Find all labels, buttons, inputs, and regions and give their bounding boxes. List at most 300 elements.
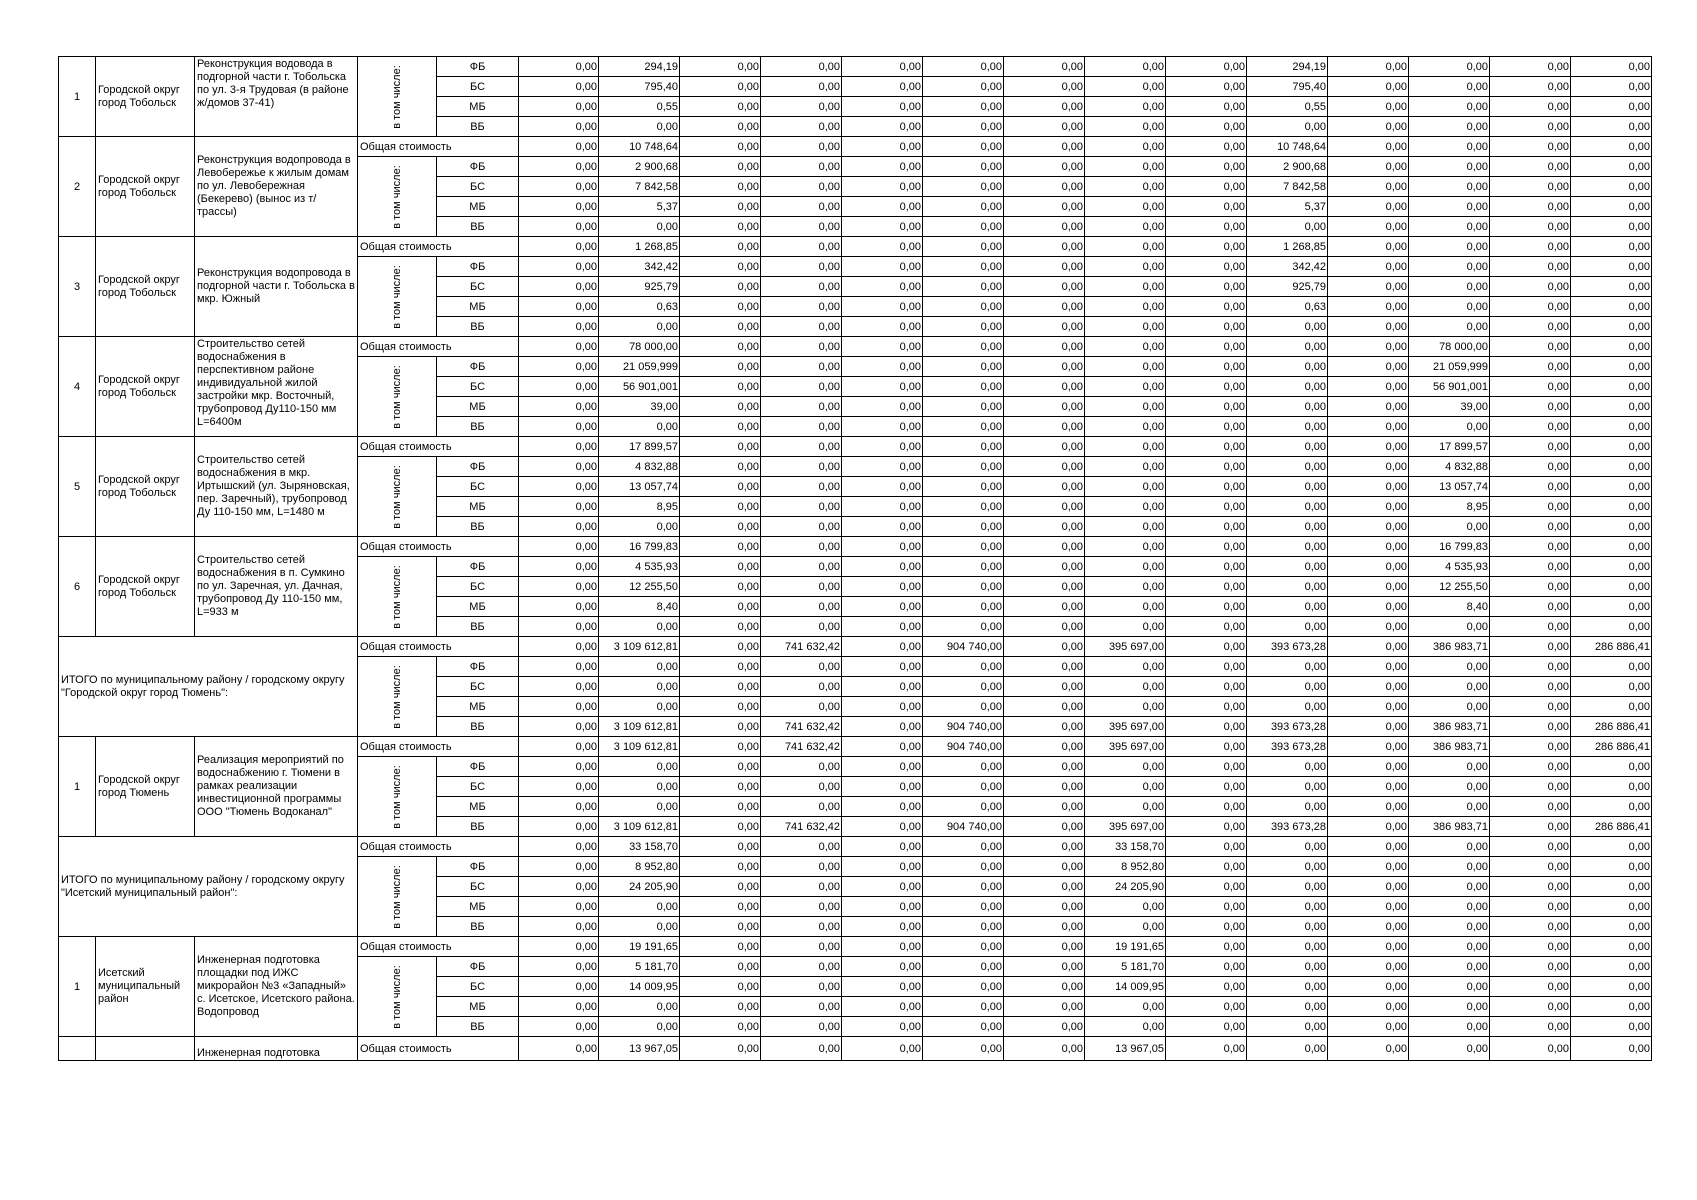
value-cell: 0,00: [1571, 57, 1652, 77]
value-cell: 8,95: [599, 497, 680, 517]
value-cell: 395 697,00: [1085, 737, 1166, 757]
value-cell: 0,00: [842, 637, 923, 657]
value-cell: 0,00: [680, 817, 761, 837]
value-cell: 0,00: [1409, 997, 1490, 1017]
value-cell: 0,00: [519, 597, 599, 617]
value-cell: 0,00: [1328, 897, 1409, 917]
value-cell: 0,00: [1004, 497, 1085, 517]
value-cell: 0,00: [761, 857, 842, 877]
value-cell: 0,00: [1166, 237, 1247, 257]
funding-source-label: БС: [437, 977, 519, 997]
value-cell: 0,00: [842, 137, 923, 157]
value-cell: 0,00: [1085, 457, 1166, 477]
value-cell: 0,00: [1004, 97, 1085, 117]
value-cell: 0,00: [1247, 917, 1328, 937]
value-cell: 0,00: [1247, 857, 1328, 877]
value-cell: 0,00: [1328, 297, 1409, 317]
table-row: [59, 637, 1652, 657]
value-cell: 0,00: [680, 757, 761, 777]
row-number: 2: [59, 137, 96, 237]
funding-source-label: ВБ: [437, 117, 519, 137]
value-cell: 0,00: [842, 1037, 923, 1061]
value-cell: 0,00: [761, 677, 842, 697]
value-cell: 0,00: [1571, 617, 1652, 637]
value-cell: 0,00: [923, 217, 1004, 237]
value-cell: 0,00: [1328, 837, 1409, 857]
value-cell: 0,55: [1247, 97, 1328, 117]
value-cell: 0,00: [1247, 437, 1328, 457]
value-cell: 0,00: [1166, 1017, 1247, 1037]
value-cell: 0,00: [680, 737, 761, 757]
funding-source-label: ВБ: [437, 217, 519, 237]
funding-source-label: МБ: [437, 297, 519, 317]
district-name: Городской округ город Тобольск: [96, 337, 195, 437]
value-cell: 0,00: [1004, 417, 1085, 437]
value-cell: 0,00: [1409, 177, 1490, 197]
value-cell: 0,00: [1409, 937, 1490, 957]
value-cell: 0,00: [519, 737, 599, 757]
value-cell: 0,00: [923, 277, 1004, 297]
value-cell: 386 983,71: [1409, 737, 1490, 757]
value-cell: 0,00: [519, 117, 599, 137]
value-cell: 0,00: [1085, 757, 1166, 777]
value-cell: 294,19: [599, 57, 680, 77]
value-cell: 741 632,42: [761, 737, 842, 757]
project-description: Реконструкция водопровода в Левобережье к жилым домам по ул. Левобережная (Бекерево) (вынос из т/трассы): [195, 137, 358, 237]
value-cell: 0,00: [761, 417, 842, 437]
value-cell: 0,00: [680, 217, 761, 237]
value-cell: 0,00: [599, 697, 680, 717]
value-cell: 0,00: [1490, 1017, 1571, 1037]
table-row: [59, 237, 1652, 257]
project-description: Строительство сетей водоснабжения в мкр. Иртышский (ул. Зыряновская, пер. Заречный), трубопровод Ду 110-150 мм, L=1480 м: [195, 437, 358, 537]
value-cell: 0,00: [1571, 477, 1652, 497]
value-cell: 0,00: [761, 577, 842, 597]
value-cell: 0,00: [1166, 457, 1247, 477]
value-cell: 0,00: [1085, 397, 1166, 417]
value-cell: 3 109 612,81: [599, 637, 680, 657]
value-cell: 0,00: [923, 617, 1004, 637]
total-label: ИТОГО по муниципальному району / городскому округу "Исетский муниципальный район":: [59, 837, 358, 937]
value-cell: 0,00: [680, 897, 761, 917]
value-cell: 0,00: [1166, 217, 1247, 237]
value-cell: 0,00: [923, 437, 1004, 457]
value-cell: 0,00: [519, 457, 599, 477]
value-cell: 0,00: [1328, 797, 1409, 817]
value-cell: 0,00: [680, 1037, 761, 1061]
value-cell: 0,00: [1409, 77, 1490, 97]
value-cell: 0,00: [680, 137, 761, 157]
value-cell: 0,00: [1247, 537, 1328, 557]
value-cell: 0,55: [599, 97, 680, 117]
value-cell: 0,00: [1571, 537, 1652, 557]
value-cell: 925,79: [599, 277, 680, 297]
funding-source-label: ВБ: [437, 917, 519, 937]
value-cell: 39,00: [1409, 397, 1490, 417]
value-cell: 0,00: [1409, 797, 1490, 817]
value-cell: 0,00: [1328, 417, 1409, 437]
value-cell: 0,00: [1166, 297, 1247, 317]
value-cell: 0,00: [1490, 617, 1571, 637]
value-cell: 0,00: [1247, 997, 1328, 1017]
value-cell: 0,00: [923, 417, 1004, 437]
value-cell: 0,00: [1571, 397, 1652, 417]
value-cell: 14 009,95: [1085, 977, 1166, 997]
value-cell: 0,00: [519, 237, 599, 257]
value-cell: 0,00: [842, 977, 923, 997]
value-cell: 0,00: [842, 897, 923, 917]
value-cell: 0,00: [842, 677, 923, 697]
value-cell: 0,00: [1409, 877, 1490, 897]
value-cell: 0,00: [1490, 937, 1571, 957]
value-cell: 0,00: [1571, 577, 1652, 597]
value-cell: 0,00: [1409, 777, 1490, 797]
value-cell: 0,00: [1247, 957, 1328, 977]
value-cell: 0,00: [680, 257, 761, 277]
value-cell: 0,00: [1490, 737, 1571, 757]
value-cell: 0,00: [1166, 977, 1247, 997]
value-cell: 3 109 612,81: [599, 737, 680, 757]
funding-source-label: МБ: [437, 497, 519, 517]
value-cell: 0,00: [923, 77, 1004, 97]
value-cell: 0,00: [1409, 677, 1490, 697]
value-cell: 0,00: [761, 757, 842, 777]
value-cell: 0,00: [761, 1017, 842, 1037]
row-number: 6: [59, 537, 96, 637]
total-label: ИТОГО по муниципальному району / городскому округу "Городской округ город Тюмень":: [59, 637, 358, 737]
funding-source-label: БС: [437, 777, 519, 797]
value-cell: 56 901,001: [599, 377, 680, 397]
value-cell: 0,00: [1571, 297, 1652, 317]
value-cell: 4 535,93: [1409, 557, 1490, 577]
table-row: [59, 337, 1652, 357]
value-cell: 0,00: [1166, 97, 1247, 117]
value-cell: 0,00: [1085, 577, 1166, 597]
value-cell: 0,00: [1247, 597, 1328, 617]
value-cell: 0,00: [761, 617, 842, 637]
value-cell: 386 983,71: [1409, 717, 1490, 737]
value-cell: 0,00: [1409, 1037, 1490, 1061]
value-cell: 0,00: [680, 317, 761, 337]
value-cell: 0,00: [923, 97, 1004, 117]
value-cell: 0,00: [519, 157, 599, 177]
funding-source-label: БС: [437, 377, 519, 397]
total-cost-label: Общая стоимость: [358, 837, 519, 857]
value-cell: 0,00: [1328, 677, 1409, 697]
district-name: Городской округ город Тюмень: [96, 737, 195, 837]
district-name: Городской округ город Тобольск: [96, 137, 195, 237]
value-cell: 795,40: [1247, 77, 1328, 97]
value-cell: 0,00: [923, 957, 1004, 977]
value-cell: 0,00: [599, 117, 680, 137]
value-cell: 904 740,00: [923, 817, 1004, 837]
value-cell: 17 899,57: [599, 437, 680, 457]
value-cell: 0,00: [599, 997, 680, 1017]
value-cell: 0,00: [519, 917, 599, 937]
value-cell: 0,00: [923, 257, 1004, 277]
value-cell: 0,00: [1166, 837, 1247, 857]
value-cell: 0,00: [1409, 697, 1490, 717]
value-cell: 0,00: [680, 417, 761, 437]
value-cell: 0,00: [1166, 937, 1247, 957]
value-cell: 0,00: [1247, 617, 1328, 637]
value-cell: 0,00: [519, 617, 599, 637]
value-cell: 0,00: [680, 637, 761, 657]
value-cell: 21 059,999: [599, 357, 680, 377]
value-cell: 0,00: [519, 857, 599, 877]
value-cell: 0,00: [1328, 877, 1409, 897]
value-cell: 0,00: [1004, 437, 1085, 457]
value-cell: 342,42: [599, 257, 680, 277]
value-cell: 0,00: [1490, 177, 1571, 197]
funding-source-label: ВБ: [437, 617, 519, 637]
value-cell: 0,00: [1166, 357, 1247, 377]
value-cell: 0,00: [1166, 737, 1247, 757]
value-cell: 0,00: [519, 177, 599, 197]
value-cell: 0,00: [519, 697, 599, 717]
value-cell: 0,00: [1004, 297, 1085, 317]
value-cell: 0,00: [1571, 437, 1652, 457]
value-cell: 294,19: [1247, 57, 1328, 77]
value-cell: 0,00: [842, 417, 923, 437]
value-cell: 0,00: [923, 877, 1004, 897]
value-cell: 0,00: [842, 77, 923, 97]
value-cell: 0,00: [1409, 217, 1490, 237]
value-cell: 0,00: [1004, 937, 1085, 957]
value-cell: 0,00: [680, 617, 761, 637]
value-cell: 0,00: [1166, 417, 1247, 437]
funding-source-label: ВБ: [437, 517, 519, 537]
value-cell: 0,00: [923, 357, 1004, 377]
value-cell: 0,00: [1490, 397, 1571, 417]
value-cell: 0,00: [1571, 137, 1652, 157]
value-cell: 0,00: [1247, 777, 1328, 797]
value-cell: 0,00: [1085, 237, 1166, 257]
value-cell: 0,00: [1328, 957, 1409, 977]
value-cell: 286 886,41: [1571, 737, 1652, 757]
value-cell: 0,00: [1571, 497, 1652, 517]
value-cell: 0,00: [1328, 937, 1409, 957]
value-cell: 78 000,00: [1409, 337, 1490, 357]
including-label: [358, 357, 437, 437]
value-cell: 0,00: [519, 477, 599, 497]
value-cell: 0,00: [1166, 957, 1247, 977]
value-cell: 0,00: [842, 277, 923, 297]
value-cell: 0,00: [1085, 177, 1166, 197]
value-cell: 0,00: [680, 917, 761, 937]
value-cell: 17 899,57: [1409, 437, 1490, 457]
value-cell: 0,00: [761, 1037, 842, 1061]
value-cell: 0,00: [761, 57, 842, 77]
value-cell: 0,00: [1085, 77, 1166, 97]
value-cell: 386 983,71: [1409, 817, 1490, 837]
row-number-cell: [59, 1037, 96, 1061]
value-cell: 0,00: [1247, 937, 1328, 957]
value-cell: 0,00: [1571, 277, 1652, 297]
value-cell: 0,00: [1328, 457, 1409, 477]
value-cell: 0,00: [1004, 657, 1085, 677]
value-cell: 19 191,65: [599, 937, 680, 957]
value-cell: 0,00: [519, 397, 599, 417]
value-cell: 0,00: [1166, 377, 1247, 397]
value-cell: 0,00: [1571, 517, 1652, 537]
value-cell: 0,00: [842, 457, 923, 477]
value-cell: 0,00: [519, 197, 599, 217]
value-cell: 0,00: [1490, 897, 1571, 917]
value-cell: 0,00: [923, 177, 1004, 197]
value-cell: 0,00: [1490, 877, 1571, 897]
value-cell: 0,00: [761, 837, 842, 857]
value-cell: 0,00: [1247, 1017, 1328, 1037]
value-cell: 395 697,00: [1085, 817, 1166, 837]
including-text: в том числе:: [391, 764, 403, 829]
value-cell: 4 535,93: [599, 557, 680, 577]
value-cell: 0,00: [1490, 297, 1571, 317]
project-description: Строительство сетей водоснабжения в перспективном районе индивидуальной жилой застройки мкр. Восточный, трубопровод Ду110-150 мм L=6400м: [195, 337, 358, 437]
value-cell: 0,00: [1490, 797, 1571, 817]
value-cell: 0,00: [923, 297, 1004, 317]
value-cell: 0,00: [1490, 457, 1571, 477]
value-cell: 0,00: [923, 1017, 1004, 1037]
value-cell: 0,00: [1409, 617, 1490, 637]
value-cell: 0,00: [1571, 597, 1652, 617]
row-number: 1: [59, 737, 96, 837]
funding-source-label: ФБ: [437, 657, 519, 677]
value-cell: 0,00: [1409, 137, 1490, 157]
funding-source-label: ФБ: [437, 457, 519, 477]
value-cell: 0,00: [680, 157, 761, 177]
funding-source-label: БС: [437, 477, 519, 497]
value-cell: 0,00: [842, 157, 923, 177]
value-cell: 0,00: [1166, 57, 1247, 77]
value-cell: 5,37: [1247, 197, 1328, 217]
value-cell: 7 842,58: [599, 177, 680, 197]
value-cell: 0,00: [1490, 857, 1571, 877]
value-cell: 0,00: [1409, 277, 1490, 297]
value-cell: 393 673,28: [1247, 637, 1328, 657]
project-description: Строительство сетей водоснабжения в п. Сумкино по ул. Заречная, ул. Дачная, трубопровод Ду 110-150 мм, L=933 м: [195, 537, 358, 637]
district-name: Городской округ город Тобольск: [96, 237, 195, 337]
value-cell: 0,00: [1571, 417, 1652, 437]
value-cell: 0,00: [1004, 257, 1085, 277]
value-cell: 741 632,42: [761, 637, 842, 657]
value-cell: 0,00: [1328, 737, 1409, 757]
including-label: [358, 257, 437, 337]
value-cell: 0,00: [519, 417, 599, 437]
value-cell: 0,00: [1004, 317, 1085, 337]
value-cell: 0,00: [761, 877, 842, 897]
value-cell: 0,00: [1004, 577, 1085, 597]
value-cell: 0,00: [1004, 557, 1085, 577]
value-cell: 0,00: [1490, 537, 1571, 557]
value-cell: 0,00: [1166, 337, 1247, 357]
value-cell: 0,00: [519, 637, 599, 657]
value-cell: 0,00: [1328, 557, 1409, 577]
value-cell: 0,00: [1571, 757, 1652, 777]
funding-source-label: БС: [437, 277, 519, 297]
value-cell: 393 673,28: [1247, 737, 1328, 757]
value-cell: 0,00: [842, 537, 923, 557]
funding-source-label: ФБ: [437, 557, 519, 577]
value-cell: 0,00: [1085, 357, 1166, 377]
value-cell: 0,00: [1085, 257, 1166, 277]
value-cell: 395 697,00: [1085, 717, 1166, 737]
value-cell: 0,00: [761, 277, 842, 297]
value-cell: 0,00: [680, 577, 761, 597]
value-cell: 0,00: [761, 197, 842, 217]
value-cell: 0,00: [1004, 757, 1085, 777]
value-cell: 0,00: [1166, 597, 1247, 617]
value-cell: 0,00: [842, 197, 923, 217]
value-cell: 0,00: [1085, 217, 1166, 237]
funding-source-label: БС: [437, 677, 519, 697]
value-cell: 0,00: [1004, 677, 1085, 697]
value-cell: 0,00: [1247, 657, 1328, 677]
value-cell: 0,00: [1085, 797, 1166, 817]
value-cell: 0,00: [1004, 877, 1085, 897]
value-cell: 0,00: [842, 57, 923, 77]
value-cell: 0,00: [1571, 177, 1652, 197]
value-cell: 0,00: [761, 477, 842, 497]
value-cell: 0,63: [1247, 297, 1328, 317]
value-cell: 0,00: [761, 177, 842, 197]
value-cell: 0,00: [1490, 237, 1571, 257]
total-cost-label: Общая стоимость: [358, 337, 519, 357]
value-cell: 0,00: [1490, 337, 1571, 357]
value-cell: 33 158,70: [599, 837, 680, 857]
value-cell: 0,00: [1166, 757, 1247, 777]
value-cell: 0,00: [1328, 157, 1409, 177]
value-cell: 0,00: [1328, 497, 1409, 517]
including-label: [358, 657, 437, 737]
value-cell: 0,00: [1328, 177, 1409, 197]
funding-source-label: ВБ: [437, 817, 519, 837]
value-cell: 0,00: [923, 917, 1004, 937]
value-cell: 0,00: [1409, 517, 1490, 537]
value-cell: 0,00: [842, 337, 923, 357]
value-cell: 393 673,28: [1247, 717, 1328, 737]
including-text: в том числе:: [391, 464, 403, 529]
including-label: [358, 957, 437, 1037]
value-cell: 0,00: [1571, 157, 1652, 177]
value-cell: 925,79: [1247, 277, 1328, 297]
funding-source-label: ФБ: [437, 257, 519, 277]
value-cell: 0,00: [599, 217, 680, 237]
value-cell: 0,00: [1328, 357, 1409, 377]
value-cell: 0,00: [1490, 677, 1571, 697]
value-cell: 0,00: [1409, 157, 1490, 177]
value-cell: 0,00: [1166, 317, 1247, 337]
value-cell: 0,00: [1247, 377, 1328, 397]
value-cell: 0,00: [842, 857, 923, 877]
value-cell: 0,00: [1004, 477, 1085, 497]
value-cell: 0,00: [923, 537, 1004, 557]
value-cell: 4 832,88: [1409, 457, 1490, 477]
value-cell: 0,00: [1571, 557, 1652, 577]
value-cell: 0,00: [1490, 837, 1571, 857]
value-cell: 0,00: [1571, 337, 1652, 357]
value-cell: 0,00: [1571, 777, 1652, 797]
value-cell: 0,00: [1004, 197, 1085, 217]
value-cell: 16 799,83: [599, 537, 680, 557]
including-label: [358, 857, 437, 937]
value-cell: 0,00: [1247, 877, 1328, 897]
value-cell: 0,00: [519, 337, 599, 357]
value-cell: 0,00: [1571, 657, 1652, 677]
value-cell: 286 886,41: [1571, 817, 1652, 837]
value-cell: 0,00: [1166, 777, 1247, 797]
value-cell: 0,00: [1247, 977, 1328, 997]
